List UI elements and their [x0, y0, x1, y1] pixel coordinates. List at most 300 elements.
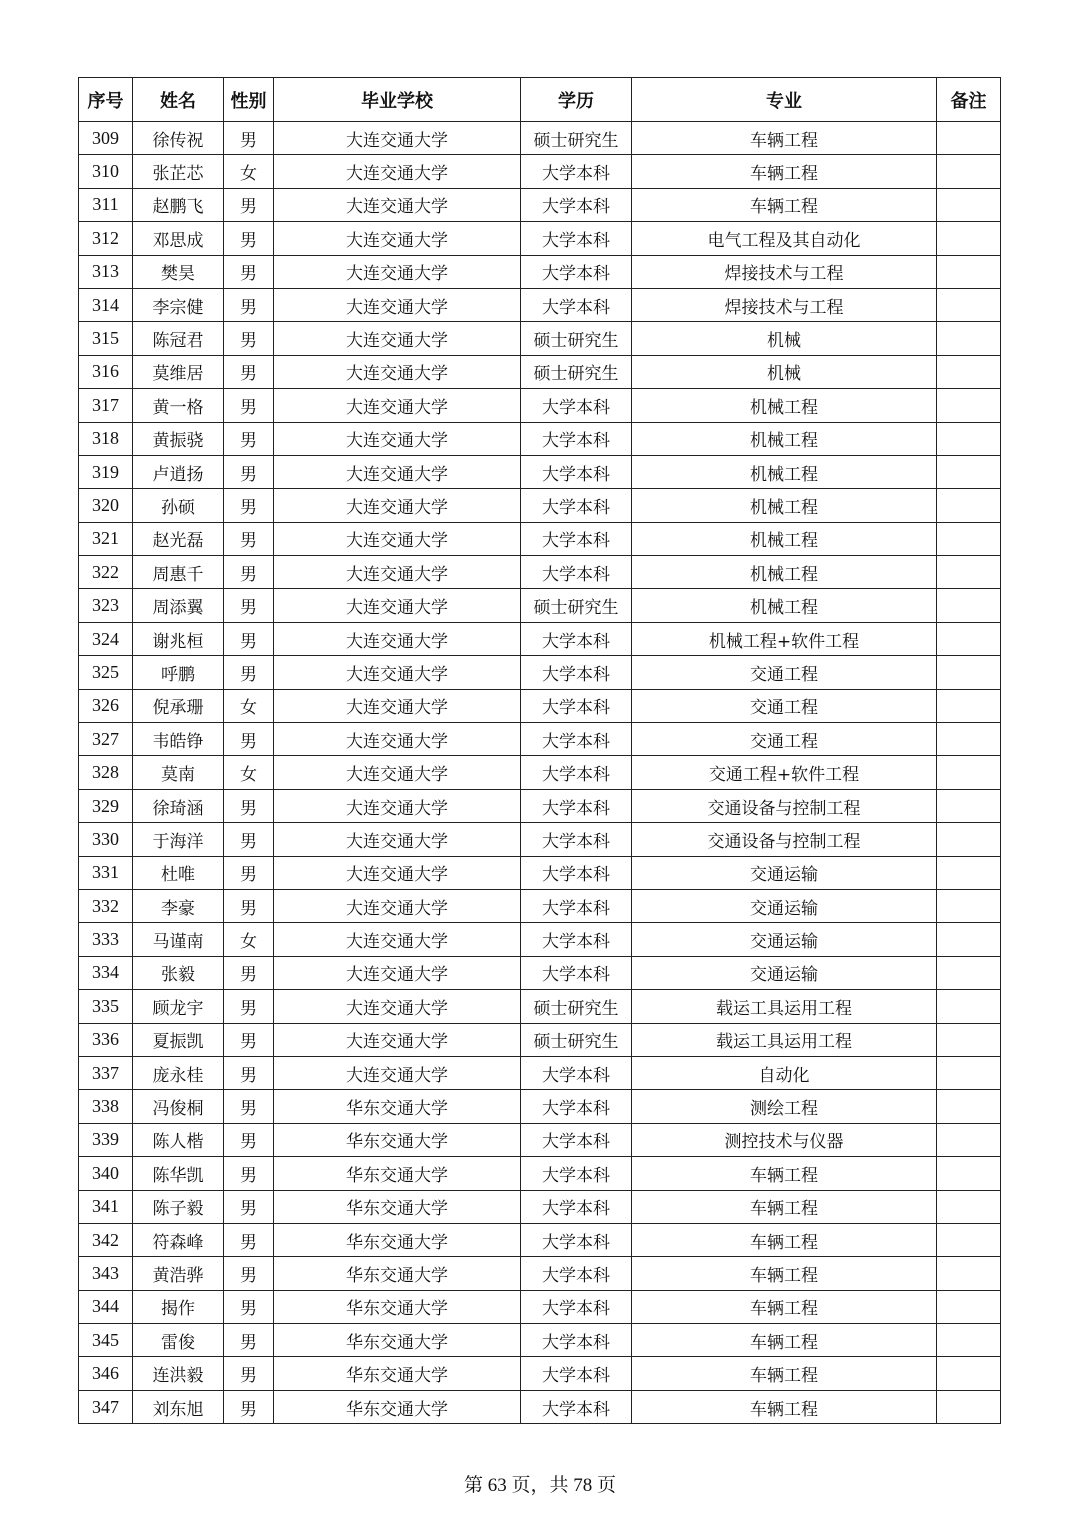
cell-name: 马谨南: [133, 923, 224, 956]
cell-name: 揭作: [133, 1290, 224, 1323]
cell-name: 顾龙宇: [133, 990, 224, 1023]
cell-degree: 大学本科: [521, 789, 632, 822]
cell-remarks: [937, 188, 1001, 221]
cell-school: 大连交通大学: [274, 288, 521, 321]
table-row: [79, 723, 1001, 756]
cell-name: 周惠千: [133, 556, 224, 589]
cell-remarks: [937, 656, 1001, 689]
cell-school: 华东交通大学: [274, 1190, 521, 1223]
cell-remarks: [937, 856, 1001, 889]
cell-gender: 男: [224, 856, 274, 889]
cell-remarks: [937, 455, 1001, 488]
cell-degree: 大学本科: [521, 889, 632, 922]
cell-degree: 大学本科: [521, 923, 632, 956]
cell-degree: 大学本科: [521, 856, 632, 889]
cell-remarks: [937, 823, 1001, 856]
cell-school: 大连交通大学: [274, 823, 521, 856]
cell-school: 华东交通大学: [274, 1257, 521, 1290]
cell-name: 张毅: [133, 956, 224, 989]
table-row: [79, 1056, 1001, 1089]
cell-degree: 大学本科: [521, 389, 632, 422]
cell-index: 342: [79, 1223, 133, 1256]
cell-index: 310: [79, 155, 133, 188]
table-row: [79, 1324, 1001, 1357]
cell-school: 大连交通大学: [274, 422, 521, 455]
cell-degree: 大学本科: [521, 522, 632, 555]
cell-index: 341: [79, 1190, 133, 1223]
cell-name: 孙硕: [133, 489, 224, 522]
cell-remarks: [937, 1190, 1001, 1223]
cell-name: 杜唯: [133, 856, 224, 889]
cell-index: 340: [79, 1157, 133, 1190]
cell-remarks: [937, 155, 1001, 188]
cell-school: 大连交通大学: [274, 122, 521, 155]
cell-gender: 男: [224, 823, 274, 856]
cell-degree: 大学本科: [521, 622, 632, 655]
cell-gender: 男: [224, 389, 274, 422]
cell-school: 大连交通大学: [274, 723, 521, 756]
cell-remarks: [937, 923, 1001, 956]
table-row: [79, 656, 1001, 689]
table-row: [79, 188, 1001, 221]
cell-major: 交通工程: [632, 723, 937, 756]
cell-index: 314: [79, 288, 133, 321]
cell-major: 交通工程+软件工程: [632, 756, 937, 789]
cell-index: 319: [79, 455, 133, 488]
cell-major: 车辆工程: [632, 1257, 937, 1290]
cell-major: 交通工程: [632, 656, 937, 689]
cell-index: 329: [79, 789, 133, 822]
cell-name: 莫维居: [133, 355, 224, 388]
cell-degree: 大学本科: [521, 556, 632, 589]
cell-index: 336: [79, 1023, 133, 1056]
cell-index: 313: [79, 255, 133, 288]
cell-gender: 男: [224, 1157, 274, 1190]
cell-major: 交通运输: [632, 889, 937, 922]
cell-index: 323: [79, 589, 133, 622]
cell-gender: 男: [224, 1190, 274, 1223]
cell-remarks: [937, 990, 1001, 1023]
cell-name: 陈华凯: [133, 1157, 224, 1190]
cell-school: 大连交通大学: [274, 355, 521, 388]
cell-major: 载运工具运用工程: [632, 990, 937, 1023]
cell-major: 焊接技术与工程: [632, 288, 937, 321]
cell-index: 334: [79, 956, 133, 989]
table-row: [79, 322, 1001, 355]
cell-school: 华东交通大学: [274, 1324, 521, 1357]
cell-degree: 大学本科: [521, 1324, 632, 1357]
cell-gender: 男: [224, 556, 274, 589]
table-row: [79, 422, 1001, 455]
cell-gender: 男: [224, 255, 274, 288]
cell-index: 311: [79, 188, 133, 221]
cell-school: 大连交通大学: [274, 255, 521, 288]
table-row: [79, 1390, 1001, 1423]
cell-index: 332: [79, 889, 133, 922]
cell-name: 赵光磊: [133, 522, 224, 555]
cell-remarks: [937, 355, 1001, 388]
cell-name: 赵鹏飞: [133, 188, 224, 221]
cell-school: 大连交通大学: [274, 455, 521, 488]
cell-degree: 大学本科: [521, 1390, 632, 1423]
table-row: [79, 255, 1001, 288]
cell-name: 倪承珊: [133, 689, 224, 722]
table-row: [79, 455, 1001, 488]
cell-degree: 大学本科: [521, 1223, 632, 1256]
header-major: 专业: [632, 78, 937, 122]
cell-school: 华东交通大学: [274, 1090, 521, 1123]
table-row: [79, 489, 1001, 522]
cell-degree: 大学本科: [521, 1257, 632, 1290]
cell-name: 邓思成: [133, 222, 224, 255]
cell-gender: 男: [224, 1056, 274, 1089]
header-row: [79, 78, 1001, 122]
cell-name: 符森峰: [133, 1223, 224, 1256]
cell-school: 大连交通大学: [274, 622, 521, 655]
cell-remarks: [937, 1357, 1001, 1390]
cell-school: 大连交通大学: [274, 990, 521, 1023]
cell-major: 车辆工程: [632, 1157, 937, 1190]
cell-index: 324: [79, 622, 133, 655]
cell-index: 312: [79, 222, 133, 255]
table-row: [79, 756, 1001, 789]
cell-gender: 男: [224, 656, 274, 689]
cell-name: 莫南: [133, 756, 224, 789]
table-row: [79, 155, 1001, 188]
header-name: 姓名: [133, 78, 224, 122]
cell-remarks: [937, 889, 1001, 922]
cell-major: 车辆工程: [632, 1324, 937, 1357]
table-row: [79, 1023, 1001, 1056]
cell-gender: 男: [224, 288, 274, 321]
cell-school: 大连交通大学: [274, 322, 521, 355]
cell-remarks: [937, 756, 1001, 789]
cell-major: 机械工程: [632, 589, 937, 622]
cell-school: 大连交通大学: [274, 923, 521, 956]
cell-name: 谢兆桓: [133, 622, 224, 655]
cell-gender: 男: [224, 622, 274, 655]
cell-gender: 女: [224, 155, 274, 188]
cell-index: 316: [79, 355, 133, 388]
cell-major: 机械: [632, 355, 937, 388]
cell-remarks: [937, 956, 1001, 989]
cell-gender: 男: [224, 1090, 274, 1123]
cell-school: 华东交通大学: [274, 1223, 521, 1256]
cell-gender: 男: [224, 1390, 274, 1423]
cell-name: 徐琦涵: [133, 789, 224, 822]
cell-degree: 大学本科: [521, 656, 632, 689]
cell-degree: 大学本科: [521, 723, 632, 756]
cell-major: 车辆工程: [632, 122, 937, 155]
cell-school: 大连交通大学: [274, 1056, 521, 1089]
cell-degree: 大学本科: [521, 1123, 632, 1156]
cell-school: 大连交通大学: [274, 389, 521, 422]
cell-remarks: [937, 1090, 1001, 1123]
cell-index: 346: [79, 1357, 133, 1390]
cell-index: 331: [79, 856, 133, 889]
cell-major: 机械工程: [632, 455, 937, 488]
cell-major: 机械工程+软件工程: [632, 622, 937, 655]
cell-name: 卢逍扬: [133, 455, 224, 488]
cell-major: 测控技术与仪器: [632, 1123, 937, 1156]
header-index: 序号: [79, 78, 133, 122]
cell-name: 呼鹏: [133, 656, 224, 689]
cell-school: 大连交通大学: [274, 222, 521, 255]
cell-school: 华东交通大学: [274, 1290, 521, 1323]
cell-index: 345: [79, 1324, 133, 1357]
cell-major: 机械工程: [632, 489, 937, 522]
table-row: [79, 689, 1001, 722]
cell-name: 徐传祝: [133, 122, 224, 155]
cell-index: 347: [79, 1390, 133, 1423]
table-row: [79, 222, 1001, 255]
cell-remarks: [937, 489, 1001, 522]
roster-table: [78, 77, 1001, 1424]
cell-school: 大连交通大学: [274, 522, 521, 555]
header-school: 毕业学校: [274, 78, 521, 122]
cell-remarks: [937, 422, 1001, 455]
table-row: [79, 355, 1001, 388]
cell-remarks: [937, 1290, 1001, 1323]
cell-major: 交通设备与控制工程: [632, 789, 937, 822]
cell-degree: 大学本科: [521, 422, 632, 455]
cell-remarks: [937, 1056, 1001, 1089]
cell-degree: 大学本科: [521, 1190, 632, 1223]
cell-school: 大连交通大学: [274, 188, 521, 221]
cell-major: 焊接技术与工程: [632, 255, 937, 288]
cell-remarks: [937, 1023, 1001, 1056]
cell-school: 大连交通大学: [274, 856, 521, 889]
cell-degree: 大学本科: [521, 1090, 632, 1123]
cell-school: 大连交通大学: [274, 155, 521, 188]
cell-degree: 硕士研究生: [521, 990, 632, 1023]
cell-degree: 大学本科: [521, 255, 632, 288]
header-remarks: 备注: [937, 78, 1001, 122]
table-row: [79, 1290, 1001, 1323]
cell-school: 大连交通大学: [274, 789, 521, 822]
cell-gender: 男: [224, 1123, 274, 1156]
cell-gender: 男: [224, 789, 274, 822]
cell-name: 樊昊: [133, 255, 224, 288]
table-row: [79, 990, 1001, 1023]
cell-gender: 男: [224, 522, 274, 555]
cell-school: 大连交通大学: [274, 589, 521, 622]
cell-degree: 大学本科: [521, 1357, 632, 1390]
table-row: [79, 1357, 1001, 1390]
cell-gender: 男: [224, 1257, 274, 1290]
cell-school: 大连交通大学: [274, 689, 521, 722]
cell-major: 车辆工程: [632, 1290, 937, 1323]
cell-school: 大连交通大学: [274, 556, 521, 589]
cell-gender: 男: [224, 1357, 274, 1390]
cell-major: 电气工程及其自动化: [632, 222, 937, 255]
cell-gender: 男: [224, 889, 274, 922]
cell-name: 雷俊: [133, 1324, 224, 1357]
cell-degree: 硕士研究生: [521, 355, 632, 388]
cell-school: 华东交通大学: [274, 1357, 521, 1390]
cell-name: 黄浩骅: [133, 1257, 224, 1290]
table-row: [79, 789, 1001, 822]
cell-gender: 男: [224, 455, 274, 488]
header-degree: 学历: [521, 78, 632, 122]
cell-name: 于海洋: [133, 823, 224, 856]
cell-degree: 硕士研究生: [521, 122, 632, 155]
cell-gender: 男: [224, 956, 274, 989]
cell-remarks: [937, 589, 1001, 622]
cell-major: 交通运输: [632, 956, 937, 989]
cell-school: 华东交通大学: [274, 1390, 521, 1423]
cell-name: 陈子毅: [133, 1190, 224, 1223]
cell-major: 车辆工程: [632, 188, 937, 221]
cell-remarks: [937, 322, 1001, 355]
cell-major: 自动化: [632, 1056, 937, 1089]
cell-remarks: [937, 1390, 1001, 1423]
cell-school: 大连交通大学: [274, 956, 521, 989]
cell-school: 华东交通大学: [274, 1157, 521, 1190]
cell-school: 大连交通大学: [274, 1023, 521, 1056]
table-row: [79, 288, 1001, 321]
cell-index: 339: [79, 1123, 133, 1156]
cell-remarks: [937, 255, 1001, 288]
cell-index: 327: [79, 723, 133, 756]
cell-gender: 男: [224, 1223, 274, 1256]
page-number: 第 63 页，共 78 页: [463, 1475, 616, 1496]
table-row: [79, 389, 1001, 422]
cell-gender: 男: [224, 322, 274, 355]
cell-remarks: [937, 789, 1001, 822]
cell-gender: 男: [224, 355, 274, 388]
cell-gender: 男: [224, 1290, 274, 1323]
cell-index: 335: [79, 990, 133, 1023]
cell-major: 车辆工程: [632, 1223, 937, 1256]
cell-index: 318: [79, 422, 133, 455]
cell-school: 华东交通大学: [274, 1123, 521, 1156]
cell-index: 309: [79, 122, 133, 155]
cell-school: 大连交通大学: [274, 489, 521, 522]
cell-major: 测绘工程: [632, 1090, 937, 1123]
cell-school: 大连交通大学: [274, 756, 521, 789]
cell-index: 330: [79, 823, 133, 856]
table-row: [79, 889, 1001, 922]
cell-remarks: [937, 1324, 1001, 1357]
cell-remarks: [937, 1123, 1001, 1156]
cell-degree: 大学本科: [521, 155, 632, 188]
cell-gender: 男: [224, 990, 274, 1023]
cell-school: 大连交通大学: [274, 889, 521, 922]
table-row: [79, 1190, 1001, 1223]
cell-name: 陈人楷: [133, 1123, 224, 1156]
cell-major: 交通运输: [632, 923, 937, 956]
cell-name: 刘东旭: [133, 1390, 224, 1423]
cell-major: 机械: [632, 322, 937, 355]
cell-name: 庞永桂: [133, 1056, 224, 1089]
cell-degree: 大学本科: [521, 756, 632, 789]
cell-major: 车辆工程: [632, 1357, 937, 1390]
cell-degree: 大学本科: [521, 1157, 632, 1190]
cell-name: 黄一格: [133, 389, 224, 422]
cell-remarks: [937, 1223, 1001, 1256]
cell-index: 321: [79, 522, 133, 555]
cell-major: 车辆工程: [632, 1190, 937, 1223]
cell-remarks: [937, 389, 1001, 422]
cell-gender: 男: [224, 122, 274, 155]
cell-gender: 女: [224, 689, 274, 722]
cell-gender: 女: [224, 923, 274, 956]
cell-name: 韦皓铮: [133, 723, 224, 756]
table-row: [79, 556, 1001, 589]
cell-name: 夏振凯: [133, 1023, 224, 1056]
table-row: [79, 923, 1001, 956]
cell-remarks: [937, 1257, 1001, 1290]
cell-index: 344: [79, 1290, 133, 1323]
cell-degree: 大学本科: [521, 823, 632, 856]
cell-remarks: [937, 556, 1001, 589]
cell-gender: 女: [224, 756, 274, 789]
table-row: [79, 589, 1001, 622]
cell-name: 李豪: [133, 889, 224, 922]
cell-major: 交通工程: [632, 689, 937, 722]
cell-degree: 大学本科: [521, 1290, 632, 1323]
cell-degree: 大学本科: [521, 489, 632, 522]
cell-degree: 大学本科: [521, 222, 632, 255]
cell-name: 李宗健: [133, 288, 224, 321]
cell-major: 机械工程: [632, 556, 937, 589]
cell-remarks: [937, 723, 1001, 756]
cell-index: 333: [79, 923, 133, 956]
cell-remarks: [937, 522, 1001, 555]
cell-name: 陈冠君: [133, 322, 224, 355]
cell-index: 325: [79, 656, 133, 689]
cell-degree: 硕士研究生: [521, 589, 632, 622]
cell-remarks: [937, 622, 1001, 655]
table-row: [79, 622, 1001, 655]
table-row: [79, 1257, 1001, 1290]
cell-index: 315: [79, 322, 133, 355]
cell-remarks: [937, 222, 1001, 255]
table-row: [79, 1223, 1001, 1256]
table-row: [79, 956, 1001, 989]
cell-degree: 大学本科: [521, 1056, 632, 1089]
cell-degree: 大学本科: [521, 455, 632, 488]
cell-remarks: [937, 288, 1001, 321]
cell-gender: 男: [224, 1023, 274, 1056]
table-row: [79, 1123, 1001, 1156]
cell-major: 机械工程: [632, 389, 937, 422]
cell-major: 车辆工程: [632, 1390, 937, 1423]
cell-name: 连洪毅: [133, 1357, 224, 1390]
cell-gender: 男: [224, 589, 274, 622]
cell-index: 317: [79, 389, 133, 422]
cell-name: 周添翼: [133, 589, 224, 622]
cell-degree: 硕士研究生: [521, 1023, 632, 1056]
table-row: [79, 122, 1001, 155]
cell-major: 车辆工程: [632, 155, 937, 188]
cell-index: 328: [79, 756, 133, 789]
cell-index: 337: [79, 1056, 133, 1089]
cell-remarks: [937, 1157, 1001, 1190]
table-row: [79, 1157, 1001, 1190]
cell-index: 338: [79, 1090, 133, 1123]
cell-major: 载运工具运用工程: [632, 1023, 937, 1056]
cell-gender: 男: [224, 489, 274, 522]
cell-school: 大连交通大学: [274, 656, 521, 689]
cell-index: 326: [79, 689, 133, 722]
cell-gender: 男: [224, 723, 274, 756]
cell-index: 322: [79, 556, 133, 589]
table-row: [79, 1090, 1001, 1123]
cell-gender: 男: [224, 222, 274, 255]
cell-name: 张芷芯: [133, 155, 224, 188]
